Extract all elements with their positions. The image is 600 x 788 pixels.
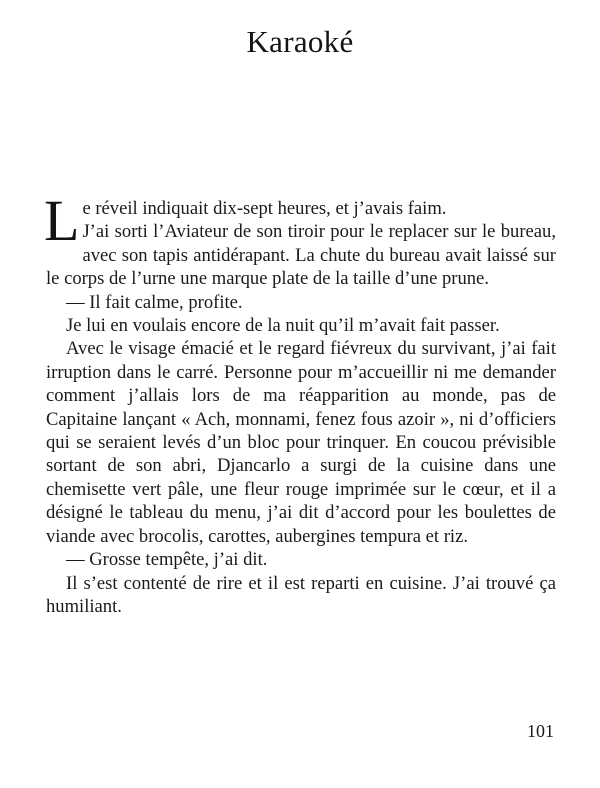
chapter-title: Karaoké <box>246 24 354 59</box>
paragraph: J’ai sorti l’Aviateur de son tiroir pour le replacer sur le bureau, avec son tapis antidérapant. La chute du bureau avait laissé sur le corps de l’urne une marque plate de la taille d’une prune. <box>46 221 556 290</box>
dialogue-line: — Il fait calme, profite. <box>66 291 243 313</box>
paragraph-opening <box>44 188 556 253</box>
page-number: 101 <box>527 721 554 741</box>
opening-sentence: e réveil indiquait dix-sept heures, et j’avais faim. <box>82 198 447 219</box>
paragraph: Je lui en voulais encore de la nuit qu’il m’avait fait passer. <box>66 315 500 337</box>
chapter-body <box>44 188 556 618</box>
drop-cap: L <box>44 188 80 253</box>
dialogue-line: — Grosse tempête, j’ai dit. <box>66 549 268 571</box>
paragraph: Avec le visage émacié et le regard fiévreux du survivant, j’ai fait irruption dans le carré. Personne pour m’accueillir ni me demander comment j’allais lors de ma réapparition au monde, pas de Capitaine lançant « Ach, monnami, fenez fous azoir », ni d’officiers qui se seraient levés d’un bloc pour trinquer. En coucou prévisible sortant de son abri, Djancarlo a surgi de la cuisine dans une chemisette vert pâle, une fleur rouge imprimée sur le cœur, et il a désigné le tableau du menu, j’ai dit d’accord pour les boulettes de viande avec brocolis, carottes, aubergines tempura et riz. <box>46 338 556 547</box>
paragraph: Il s’est contenté de rire et il est reparti en cuisine. J’ai trouvé ça humiliant. <box>46 572 556 617</box>
